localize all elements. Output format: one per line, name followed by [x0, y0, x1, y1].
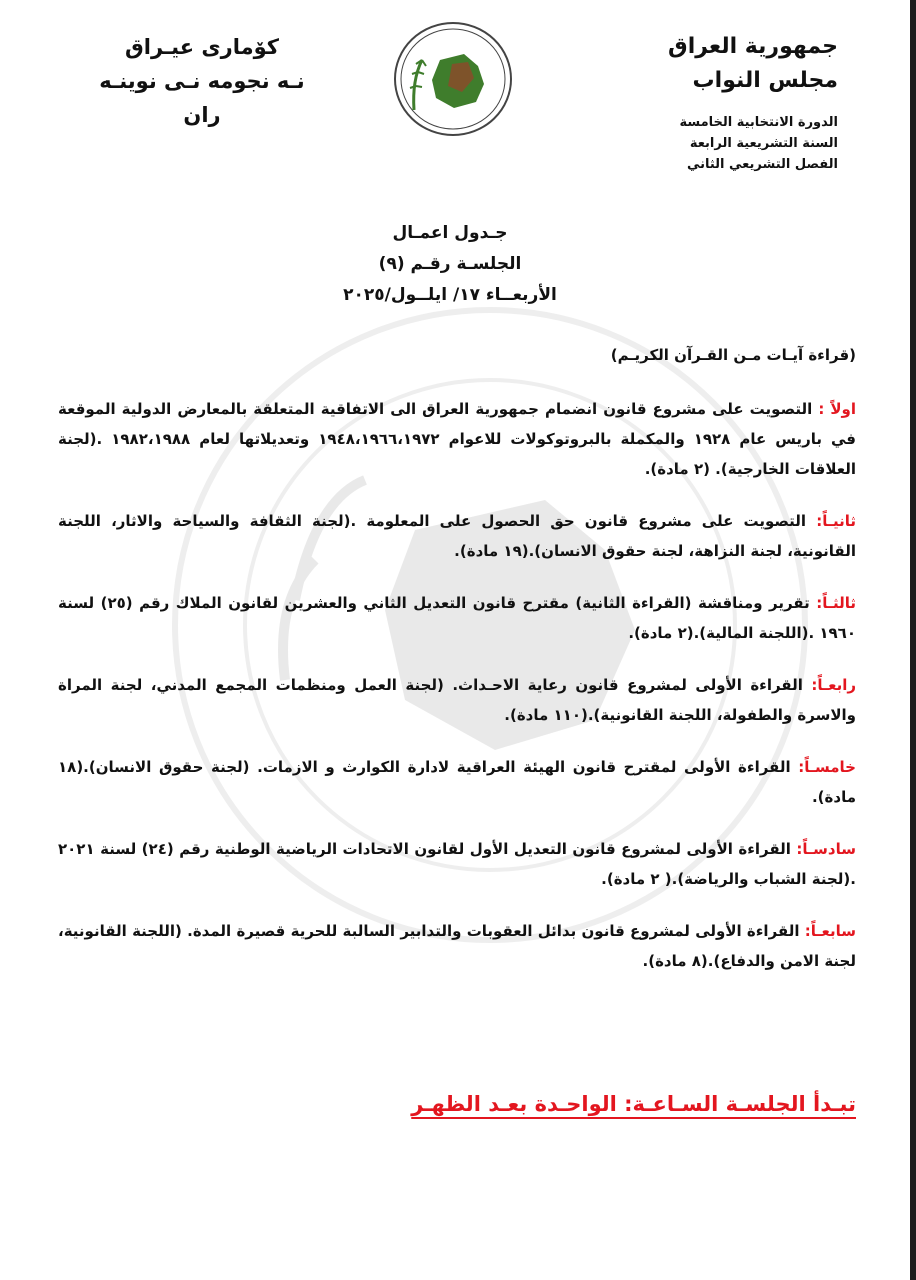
legislative-chapter: الفصل التشريعي الثاني: [686, 157, 838, 172]
agenda-item: [58, 834, 856, 894]
agenda-items: [58, 394, 856, 998]
agenda-title-block: [250, 218, 650, 311]
item-ordinal: سادسـاً:: [796, 840, 856, 858]
item-ordinal: سابعـاً:: [804, 922, 856, 940]
item-ordinal: رابعـاً:: [811, 676, 856, 694]
agenda-item: [58, 670, 856, 730]
agenda-item: [58, 916, 856, 976]
header-kurdish: [92, 30, 312, 132]
opening-line: (قراءة آيـات مـن القـرآن الكريـم): [610, 346, 856, 364]
agenda-item: [58, 394, 856, 484]
agenda-item: [58, 752, 856, 812]
parliament-name: مجلس النواب: [692, 68, 838, 93]
session-start-time: تبـدأ الجلسـة السـاعـة: الواحـدة بعـد الظهـر: [411, 1092, 856, 1116]
item-text: القراءة الأولى لمقترح قانون الهيئة العراقية لادارة الكوارث و الازمات. (لجنة حقوق الانسان).(١٨ مادة).: [58, 758, 856, 806]
agenda-item: [58, 506, 856, 566]
item-ordinal: ثالثـاً:: [816, 594, 856, 612]
item-ordinal: اولاً :: [818, 400, 856, 418]
country-name: جمهورية العراق: [668, 34, 838, 59]
kurdish-country-name: كۆمارى عيـراق: [124, 35, 280, 59]
item-ordinal: ثانيـاً:: [816, 512, 856, 530]
agenda-item: [58, 588, 856, 648]
item-ordinal: خامسـاً:: [798, 758, 856, 776]
session-date: الأربعــاء ١٧/ ايلــول/٢٠٢٥: [343, 285, 557, 305]
item-text: التصويت على مشروع قانون انضمام جمهورية العراق الى الاتفاقية المتعلقة بالمعارض الدولية الموقعة في باريس عام ١٩٢٨ والمكملة بالبروتوكولات للاعوام ١٩٤٨،١٩٦٦،١٩٧٢ وتعديلاتها لعام ١٩٨٢،١٩٨٨ .(لجنة العلاقات الخارجية). (٢ مادة).: [58, 400, 856, 478]
session-number: الجلسـة رقـم (٩): [378, 254, 522, 274]
item-text: القراءة الأولى لمشروع قانون بدائل العقوبات والتدابير السالبة للحرية قصيرة المدة. (اللجنة القانونية، لجنة الامن والدفاع).(٨ مادة).: [58, 922, 856, 970]
legislative-year: السنة التشريعية الرابعة: [689, 136, 838, 151]
item-text: القراءة الأولى لمشروع قانون رعاية الاحـداث. (لجنة العمل ومنظمات المجمع المدني، لجنة المراة والاسرة والطفولة، اللجنة القانونية).(١١٠ مادة).: [58, 676, 856, 724]
kurdish-parliament-name: نـه نجومه نـى نوينـه ران: [99, 69, 305, 127]
session-info: [578, 112, 838, 175]
item-text: التصويت على مشروع قانون حق الحصول على المعلومة .(لجنة الثقافة والسياحة والاثار، اللجنة القانونية، لجنة النزاهة، لجنة حقوق الانسان).(١٩ مادة).: [58, 512, 856, 560]
electoral-term: الدورة الانتخابية الخامسة: [679, 115, 838, 130]
item-text: تقرير ومناقشة (القراءة الثانية) مقترح قانون التعديل الثاني والعشرين لقانون الملاك رقم (٢٥) لسنة ١٩٦٠ .(اللجنة المالية).(٢ مادة).: [58, 594, 856, 642]
item-text: القراءة الأولى لمشروع قانون التعديل الأول لقانون الاتحادات الرياضية الوطنية رقم (٢٤) لسنة ٢٠٢١ .(لجنة الشباب والرياضة).( ٢ مادة).: [58, 840, 856, 888]
parliament-logo: [392, 20, 514, 138]
header-institution: [578, 30, 838, 175]
agenda-title: جـدول اعمـال: [392, 223, 508, 243]
